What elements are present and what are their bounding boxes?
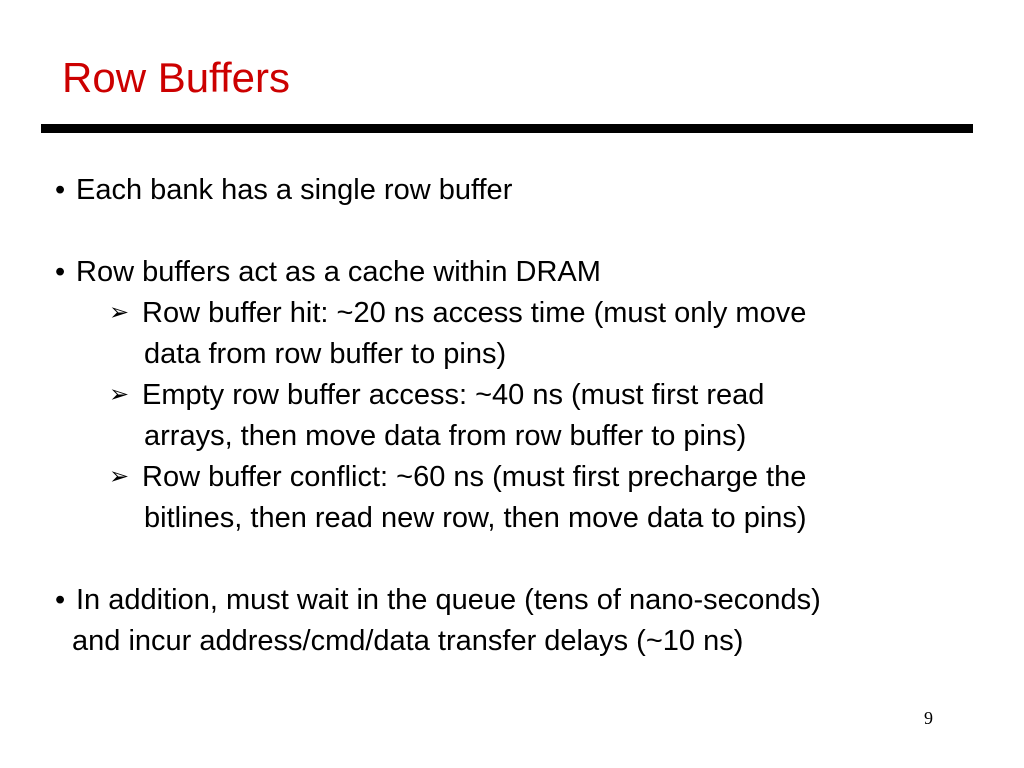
sub-bullet-continuation: arrays, then move data from row buffer to pins)	[144, 420, 747, 452]
sub-bullet-continuation: bitlines, then read new row, then move data to pins)	[144, 502, 807, 534]
bullet-dot-icon: •	[55, 256, 66, 288]
arrow-bullet-icon: ➢	[109, 381, 130, 408]
sub-bullet-item	[109, 293, 806, 335]
bullet-dot-icon: •	[55, 584, 66, 616]
bullet-continuation: and incur address/cmd/data transfer delays (~10 ns)	[72, 625, 744, 657]
bullet-item	[55, 580, 821, 620]
slide-title: Row Buffers	[62, 54, 290, 101]
page-number: 9	[924, 708, 933, 728]
bullet-item	[55, 252, 601, 292]
arrow-bullet-icon: ➢	[109, 299, 130, 326]
arrow-bullet-icon: ➢	[109, 463, 130, 490]
sub-bullet-text: Row buffer hit: ~20 ns access time (must only move	[142, 297, 807, 329]
bullet-item	[55, 170, 512, 210]
bullet-text: Row buffers act as a cache within DRAM	[76, 256, 601, 288]
sub-bullet-text: Row buffer conflict: ~60 ns (must first precharge the	[142, 461, 807, 493]
title-divider	[41, 124, 973, 133]
bullet-dot-icon: •	[55, 174, 66, 206]
sub-bullet-text: Empty row buffer access: ~40 ns (must first read	[142, 379, 765, 411]
sub-bullet-item	[109, 457, 806, 499]
bullet-text: In addition, must wait in the queue (tens of nano-seconds)	[76, 584, 821, 616]
sub-bullet-continuation: data from row buffer to pins)	[144, 338, 507, 370]
bullet-text: Each bank has a single row buffer	[76, 174, 513, 206]
sub-bullet-item	[109, 375, 764, 417]
